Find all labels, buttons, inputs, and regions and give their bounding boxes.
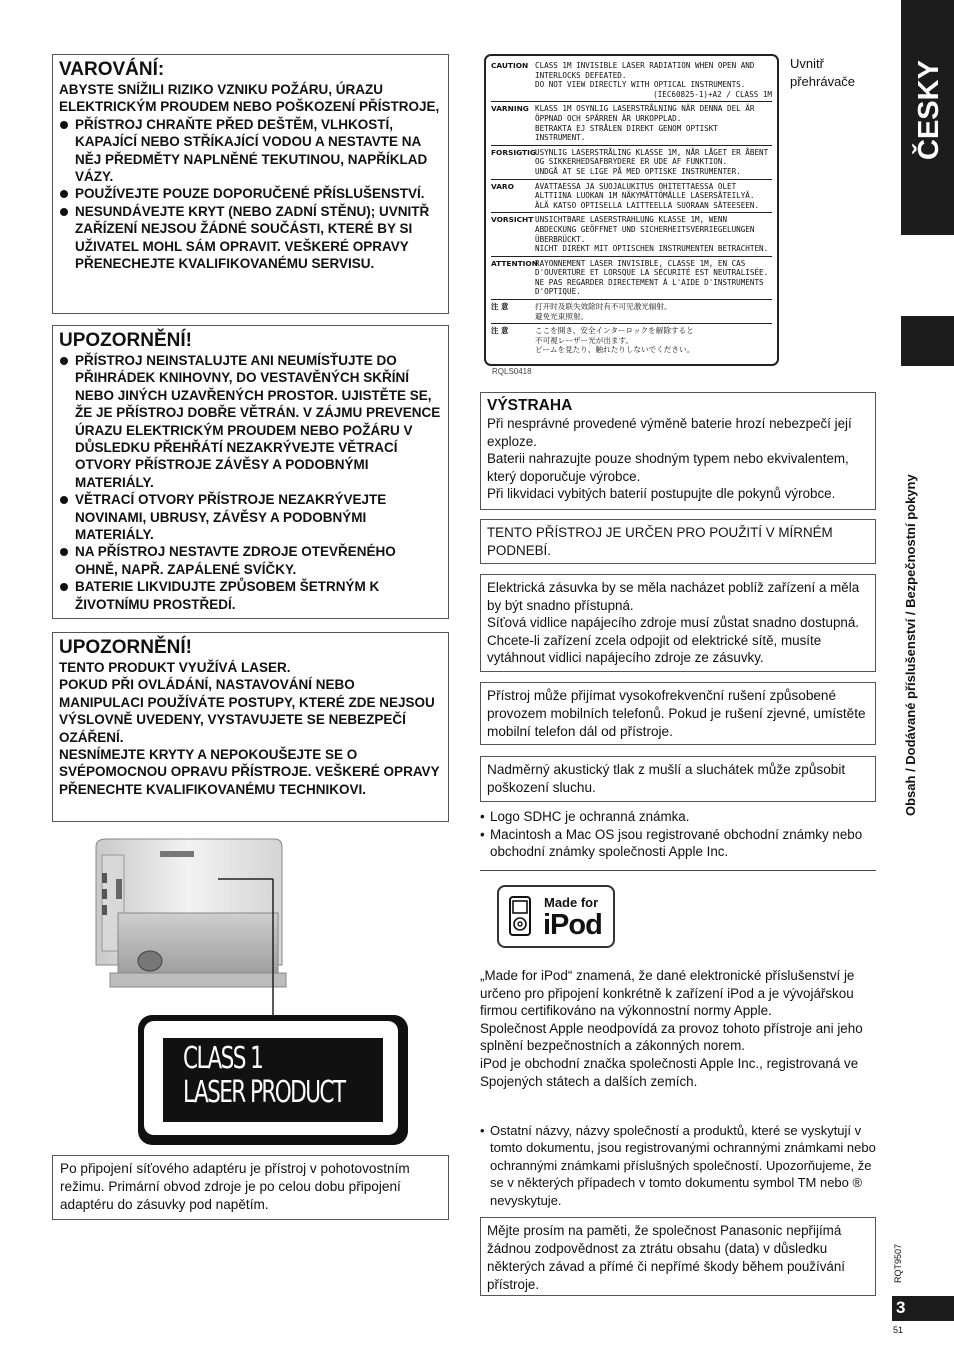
caution-list	[59, 352, 442, 613]
class1-line1: CLASS 1	[183, 1041, 263, 1076]
other-names-item: • Ostatní názvy, názvy společností a produktů, které se vyskytují v tomto dokumentu, jsou registrovanými ochrannými známkami nebo ochrannými známkami příslušných společností. Upozorňujeme, že se v některých případech v tomto dokumentu symbol TM nebo ® nevyskytuje.	[480, 1122, 876, 1209]
pressure-text: Nadměrný akustický tlak z mušlí a sluchátek může způsobit poškození sluchu.	[487, 762, 846, 795]
warning-list	[59, 116, 442, 273]
socket-text: Elektrická zásuvka by se měla nacházet poblíž zařízení a měla by být snadno přístupná. Síťová vidlice napájecího zdroje musí zůstat snadno dostupná. Chcete-li zařízení zcela odpojit od elektrické sítě, musíte vytáhnout vidlici napájecího zdroje ze zásuvky.	[487, 580, 860, 666]
warning-item: POUŽÍVEJTE POUZE DOPORUČENÉ PŘÍSLUŠENSTVÍ.	[59, 185, 442, 202]
caution-laser-text: TENTO PRODUKT VYUŽÍVÁ LASER. POKUD PŘI OVLÁDÁNÍ, NASTAVOVÁNÍ NEBO MANIPULACI POUŽÍVÁTE POSTUPY, KTERÉ ZDE NEJSOU VÝSLOVNĚ UVEDENY, VYSTAVUJETE SE NEBEZPEČÍ OZÁŘENÍ. NESNÍMEJTE KRYTY A NEPOKOUŠEJTE SE O SVÉPOMOCNOU OPRAVU PŘÍSTROJE. VEŠKERÉ OPRAVY PŘENECHTE KVALIFIKOVANÉMU TECHNIKOVI.	[59, 660, 440, 797]
page-number-small: 51	[893, 1325, 904, 1335]
laser-label-row: VARO AVATTAESSA JA SUOJALUKITUS OHITETTAESSA OLET ALTTIINA LUOKAN 1M NÄKYMÄTTÖMÄLLE LASERSÄTEILYÄ. ÄLÄ KATSO OPTISELLA LAITTEELLA SUORAAN SÄTEESEEN.	[491, 180, 772, 214]
doc-code: RQT9507	[893, 1243, 903, 1283]
caution-box-ventilation	[52, 325, 449, 619]
interference-note	[480, 682, 876, 745]
ipod-text: iPod	[543, 909, 602, 941]
laser-label-row: VARNING KLASS 1M OSYNLIG LASERSTRÅLNING NÄR DENNA DEL ÄR ÖPPNAD OCH SPÄRREN ÄR URKOPPLAD. BETRAKTA EJ STRÅLEN DIREKT GENOM OPTISKT INSTRUMENT.	[491, 102, 772, 145]
laser-label-row: ATTENTION RAYONNEMENT LASER INVISIBLE, CLASSE 1M, EN CAS D'OUVERTURE ET LORSQUE LA SÉCURITÉ EST NEUTRALISÉE. NE PAS REGARDER DIRECTEMENT À L'AIDE D'INSTRUMENTS D'OPTIQUE.	[491, 257, 772, 300]
class1-laser-label	[138, 1015, 408, 1145]
standby-text: Po připojení síťového adaptéru je přístroj v pohotovostním režimu. Primární obvod zdroje je po celou dobu připojení adaptéru do zásuvky pod napětím.	[60, 1161, 410, 1212]
class1-line2: LASER PRODUCT	[183, 1075, 345, 1110]
caution-item: PŘÍSTROJ NEINSTALUJTE ANI NEUMÍSŤUJTE DO PŘIHRÁDEK KNIHOVNY, DO VESTAVĚNÝCH SKŘÍNÍ NEBO JINÝCH UZAVŘENÝCH PROSTOR. UJISTĚTE SE, ŽE JE PŘÍSTROJ DOBŘE VĚTRÁN. V ZÁJMU PREVENCE ÚRAZU ELEKTRICKÝM PROUDEM NEBO POŽÁRU V DŮSLEDKU PŘEHŘÁTÍ NEZAKRÝVEJTE VĚTRACÍ OTVORY PŘÍSTROJE ZÁVĚSY A PODOBNÝMI MATERIÁLY.	[59, 352, 442, 491]
trademark-list	[480, 808, 876, 861]
other-names-list	[480, 1122, 876, 1209]
made-for-ipod-logo	[497, 885, 615, 948]
warning-item: PŘÍSTROJ CHRAŇTE PŘED DEŠTĚM, VLHKOSTÍ, KAPAJÍCÍ NEBO STŘÍKAJÍCÍ VODOU A NESTAVTE NA NĚJ PŘEDMĚTY NAPLNĚNÉ TEKUTINOU, NAPŘÍKLAD VÁZY.	[59, 116, 442, 186]
laser-warning-label	[484, 54, 779, 366]
section-tab	[901, 316, 954, 366]
vystraha-title: VÝSTRAHA	[487, 397, 573, 414]
laser-label-code: RQLS0418	[492, 367, 532, 376]
language-tab	[901, 0, 954, 235]
pressure-note	[480, 756, 876, 802]
laser-label-row: VORSICHT UNSICHTBARE LASERSTRAHLUNG KLASSE 1M, WENN ABDECKUNG GEÖFFNET UND SICHERHEITSVERRIEGELUNGEN ÜBERBRÜCKT. NICHT DIREKT MIT OPTISCHEN INSTRUMENTEN BETRACHTEN.	[491, 213, 772, 256]
vystraha-box	[480, 392, 876, 510]
warning-box	[52, 54, 449, 314]
divider	[480, 870, 876, 871]
trademark-item: • Logo SDHC je ochranná známka.	[480, 808, 876, 826]
warning-title: VAROVÁNÍ:	[59, 59, 165, 80]
laser-label-row: 注 意 打开时及联失效除时有不可见激光辐射。 避免光束照射。	[491, 300, 772, 324]
warning-intro: ABYSTE SNÍŽILI RIZIKO VZNIKU POŽÁRU, ÚRAZU ELEKTRICKÝM PROUDEM NEBO POŠKOZENÍ PŘÍSTROJE,	[59, 82, 440, 115]
caution-item: NA PŘÍSTROJ NESTAVTE ZDROJE OTEVŘENÉHO OHNĚ, NAPŘ. ZAPÁLENÉ SVÍČKY.	[59, 543, 442, 578]
laser-label-table	[491, 59, 772, 357]
interference-text: Přístroj může přijímat vysokofrekvenční rušení způsobené provozem mobilních telefonů. Pokud je rušení zjevné, umístěte mobilní telefon dál od přístroje.	[487, 688, 866, 739]
trademark-item: • Macintosh a Mac OS jsou registrované obchodní známky nebo obchodní známky společnosti Apple Inc.	[480, 826, 876, 861]
made-for-text: Made for	[544, 895, 599, 910]
language-label: ČESKY	[913, 60, 945, 160]
ipod-icon	[509, 896, 531, 936]
ipod-description: „Made for iPod“ znamená, že dané elektronické příslušenství je určeno pro připojení konkrétně k zařízení iPod a je vývojářskou firmou certifikováno na výkonnostní normy Apple. Společnost Apple neodpovídá za provoz tohoto přístroje ani jeho splnění bezpečnostních a zákonných norem. iPod je obchodní značka společnosti Apple Inc., registrovaná ve Spojených státech a dalších zemích.	[480, 968, 863, 1089]
climate-text: TENTO PŘÍSTROJ JE URČEN PRO POUŽITÍ V MÍRNÉM PODNEBÍ.	[487, 525, 833, 558]
caution-box-laser	[52, 632, 449, 822]
climate-note	[480, 519, 876, 564]
page-number: 3	[896, 1298, 906, 1317]
caution-laser-title: UPOZORNĚNÍ!	[59, 637, 192, 658]
section-label: Obsah / Dodávané příslušenství / Bezpečnostní pokyny	[903, 474, 918, 816]
socket-note	[480, 574, 876, 672]
inside-player-note: Uvnitř přehrávače	[790, 56, 856, 89]
warning-item: NESUNDÁVEJTE KRYT (NEBO ZADNÍ STĚNU); UVNITŘ ZAŘÍZENÍ NEJSOU ŽÁDNÉ SOUČÁSTI, KTERÉ BY SI UŽIVATEL MOHL SÁM OPRAVIT. VEŠKERÉ OPRAVY PŘENECHEJTE KVALIFIKOVANÉMU SERVISU.	[59, 203, 442, 273]
caution-title: UPOZORNĚNÍ!	[59, 330, 192, 351]
page-number-tab	[892, 1296, 954, 1321]
laser-label-row: CAUTION CLASS 1M INVISIBLE LASER RADIATION WHEN OPEN AND INTERLOCKS DEFEATED. DO NOT VIEW DIRECTLY WITH OPTICAL INSTRUMENTS. (IEC60825-1)+A2 / CLASS 1M	[491, 59, 772, 102]
panasonic-text: Mějte prosím na paměti, že společnost Panasonic nepřijímá žádnou zodpovědnost za ztrátu obsahu (data) v důsledku některých závad a přímé či nepřímé škody během používání přístroje.	[487, 1223, 846, 1292]
laser-label-row: FORSIGTIG USYNLIG LASERSTRÅLING KLASSE 1M, NÅR LÅGET ER ÅBENT OG SIKKERHEDSAFBRYDERE ER UDE AF FUNKTION. UNDGÅ AT SE LIGE PÅ MED OPTISKE INSTRUMENTER.	[491, 146, 772, 180]
caution-item: BATERIE LIKVIDUJTE ZPŮSOBEM ŠETRNÝM K ŽIVOTNÍMU PROSTŘEDÍ.	[59, 578, 442, 613]
panasonic-note	[480, 1217, 876, 1296]
standby-note	[52, 1155, 449, 1220]
caution-item: VĚTRACÍ OTVORY PŘÍSTROJE NEZAKRÝVEJTE NOVINAMI, UBRUSY, ZÁVĚSY A PODOBNÝMI MATERIÁLY.	[59, 491, 442, 543]
vystraha-text: Při nesprávné provedené výměně baterie hrozí nebezpečí její exploze. Baterii nahrazujte pouze shodným typem nebo ekvivalentem, který doporučuje výrobce. Při likvidaci vybitých baterií postupujte dle pokynů výrobce.	[487, 416, 852, 501]
laser-label-row: 注 意 ここを開き、安全インターロックを解除すると 不可視レーザー光が出ます。 ビームを見たり、触れたりしないでください。	[491, 326, 695, 355]
